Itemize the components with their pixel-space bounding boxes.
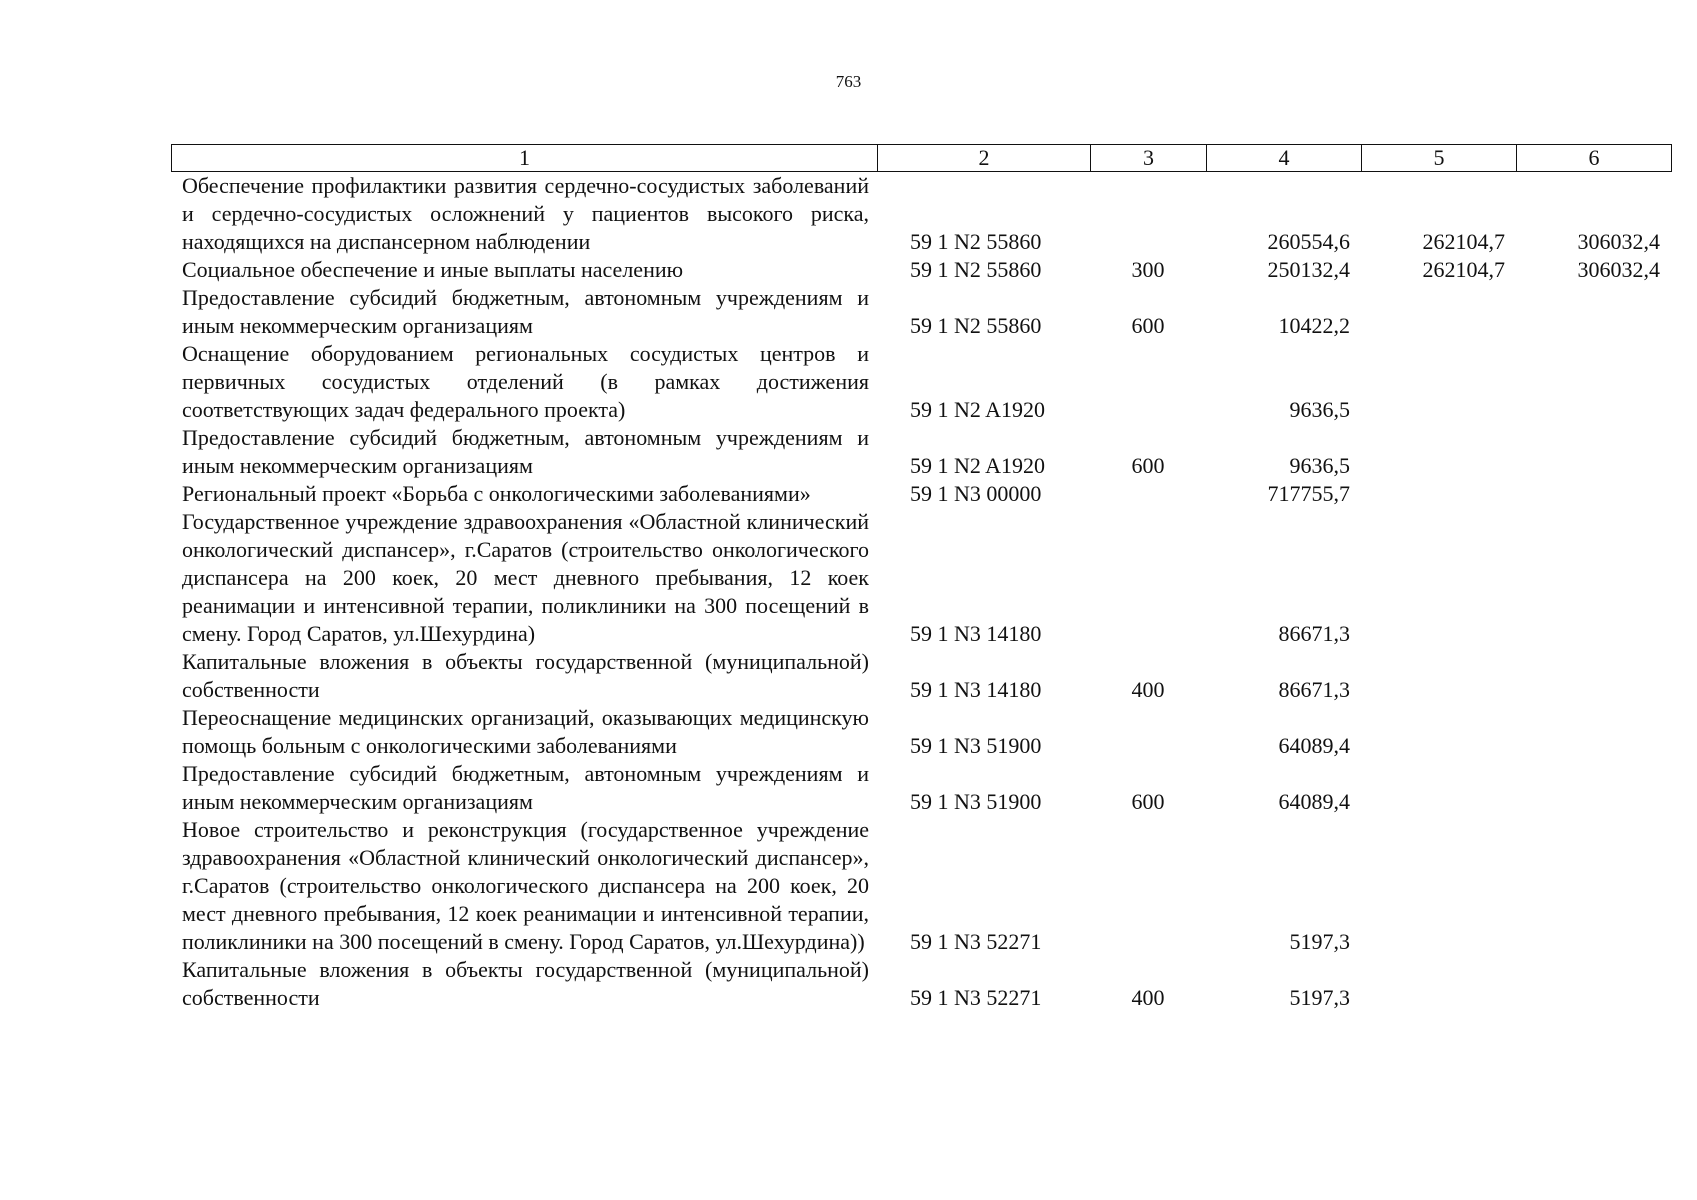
table-row — [171, 648, 1671, 704]
row-target-code: 59 1 N3 51900 — [910, 733, 1042, 758]
row-name: Капитальные вложения в объекты государственной (муниципальной) собственности — [182, 649, 869, 702]
row-amount-col4: 5197,3 — [1289, 985, 1350, 1010]
row-target-code: 59 1 N3 51900 — [910, 789, 1042, 814]
header-col-3: 3 — [1091, 145, 1207, 172]
row-amount-col4: 5197,3 — [1289, 929, 1350, 954]
row-expense-type: 600 — [1131, 789, 1165, 814]
table-row — [171, 256, 1671, 284]
row-expense-type — [1090, 172, 1206, 256]
table-row — [171, 172, 1671, 256]
row-name: Обеспечение профилактики развития сердечно-сосудистых заболеваний и сердечно-сосудистых осложнений у пациентов высокого риска, находящихся на диспансерном наблюдении — [182, 173, 869, 254]
row-target-code: 59 1 N3 14180 — [910, 677, 1042, 702]
table-row — [171, 340, 1671, 424]
row-expense-type — [1090, 816, 1206, 956]
table-row — [171, 816, 1671, 956]
row-amount-col6: 306032,4 — [1577, 257, 1660, 282]
table-row — [171, 508, 1671, 648]
header-col-2: 2 — [878, 145, 1091, 172]
row-amount-col4: 260554,6 — [1267, 229, 1350, 254]
row-amount-col6 — [1516, 340, 1671, 424]
row-amount-col6: 306032,4 — [1577, 229, 1660, 254]
row-target-code: 59 1 N3 00000 — [910, 481, 1042, 506]
row-expense-type: 400 — [1131, 985, 1165, 1010]
budget-table — [171, 172, 1671, 1012]
row-amount-col4: 250132,4 — [1267, 257, 1350, 282]
row-target-code: 59 1 N3 52271 — [910, 929, 1042, 954]
header-col-6: 6 — [1517, 145, 1672, 172]
row-name: Региональный проект «Борьба с онкологическими заболеваниями» — [182, 481, 811, 506]
table-row — [171, 424, 1671, 480]
row-name: Предоставление субсидий бюджетным, автономным учреждениям и иным некоммерческим организациям — [182, 285, 869, 338]
row-expense-type: 600 — [1131, 453, 1165, 478]
table-row — [171, 956, 1671, 1012]
budget-table-body — [171, 172, 1671, 1012]
row-amount-col4: 64089,4 — [1278, 789, 1350, 814]
row-expense-type: 400 — [1131, 677, 1165, 702]
row-amount-col6 — [1516, 704, 1671, 760]
row-name: Оснащение оборудованием региональных сосудистых центров и первичных сосудистых отделений (в рамках достижения соответствующих задач федерального проекта) — [182, 341, 869, 422]
header-col-1: 1 — [172, 145, 878, 172]
row-amount-col4: 86671,3 — [1278, 621, 1350, 646]
row-name: Предоставление субсидий бюджетным, автономным учреждениям и иным некоммерческим организациям — [182, 761, 869, 814]
row-amount-col4: 86671,3 — [1278, 677, 1350, 702]
row-amount-col4: 717755,7 — [1267, 481, 1350, 506]
row-amount-col6 — [1516, 760, 1671, 816]
row-amount-col6 — [1516, 956, 1671, 1012]
row-amount-col5 — [1361, 956, 1516, 1012]
row-target-code: 59 1 N3 14180 — [910, 621, 1042, 646]
row-target-code: 59 1 N2 A1920 — [910, 397, 1046, 422]
row-amount-col4: 9636,5 — [1289, 397, 1350, 422]
row-amount-col5 — [1361, 424, 1516, 480]
row-name: Переоснащение медицинских организаций, оказывающих медицинскую помощь больным с онкологическими заболеваниями — [182, 705, 869, 758]
row-target-code: 59 1 N2 55860 — [910, 257, 1042, 282]
table-row — [171, 760, 1671, 816]
row-amount-col4: 10422,2 — [1278, 313, 1350, 338]
row-amount-col5 — [1361, 508, 1516, 648]
row-expense-type — [1090, 340, 1206, 424]
table-row — [171, 704, 1671, 760]
row-amount-col6 — [1516, 508, 1671, 648]
row-amount-col4: 9636,5 — [1289, 453, 1350, 478]
row-name: Новое строительство и реконструкция (государственное учреждение здравоохранения «Областной клинический онкологический диспансер», г.Саратов (строительство онкологического диспансера на 200 коек, 20 мест дневного пребывания, 12 коек реанимации и интенсивной терапии, поликлиники на 300 посещений в смену. Город Саратов, ул.Шехурдина)) — [182, 817, 869, 954]
row-name: Государственное учреждение здравоохранения «Областной клинический онкологический диспансер», г.Саратов (строительство онкологического диспансера на 200 коек, 20 мест дневного пребывания, 12 коек реанимации и интенсивной терапии, поликлиники на 300 посещений в смену. Город Саратов, ул.Шехурдина) — [182, 509, 869, 646]
row-amount-col5 — [1361, 480, 1516, 508]
row-amount-col5 — [1361, 284, 1516, 340]
row-amount-col6 — [1516, 480, 1671, 508]
row-amount-col6 — [1516, 284, 1671, 340]
row-name: Социальное обеспечение и иные выплаты населению — [182, 257, 684, 282]
row-expense-type — [1090, 508, 1206, 648]
row-target-code: 59 1 N3 52271 — [910, 985, 1042, 1010]
row-amount-col6 — [1516, 648, 1671, 704]
row-expense-type: 600 — [1131, 313, 1165, 338]
row-name: Предоставление субсидий бюджетным, автономным учреждениям и иным некоммерческим организациям — [182, 425, 869, 478]
row-amount-col5 — [1361, 648, 1516, 704]
row-amount-col6 — [1516, 424, 1671, 480]
row-amount-col5 — [1361, 760, 1516, 816]
row-target-code: 59 1 N2 A1920 — [910, 453, 1046, 478]
row-amount-col5 — [1361, 816, 1516, 956]
table-row — [171, 480, 1671, 508]
row-amount-col5 — [1361, 704, 1516, 760]
row-expense-type: 300 — [1131, 257, 1165, 282]
header-row — [172, 145, 1672, 172]
row-expense-type — [1090, 704, 1206, 760]
page-number: 763 — [835, 72, 862, 91]
table-row — [171, 284, 1671, 340]
row-amount-col4: 64089,4 — [1278, 733, 1350, 758]
column-number-header — [171, 144, 1672, 172]
row-target-code: 59 1 N2 55860 — [910, 313, 1042, 338]
row-expense-type — [1090, 480, 1206, 508]
row-name: Капитальные вложения в объекты государственной (муниципальной) собственности — [182, 957, 869, 1010]
row-amount-col5: 262104,7 — [1422, 257, 1505, 282]
row-target-code: 59 1 N2 55860 — [910, 229, 1042, 254]
row-amount-col6 — [1516, 816, 1671, 956]
row-amount-col5 — [1361, 340, 1516, 424]
header-col-4: 4 — [1207, 145, 1362, 172]
row-amount-col5: 262104,7 — [1422, 229, 1505, 254]
header-col-5: 5 — [1362, 145, 1517, 172]
